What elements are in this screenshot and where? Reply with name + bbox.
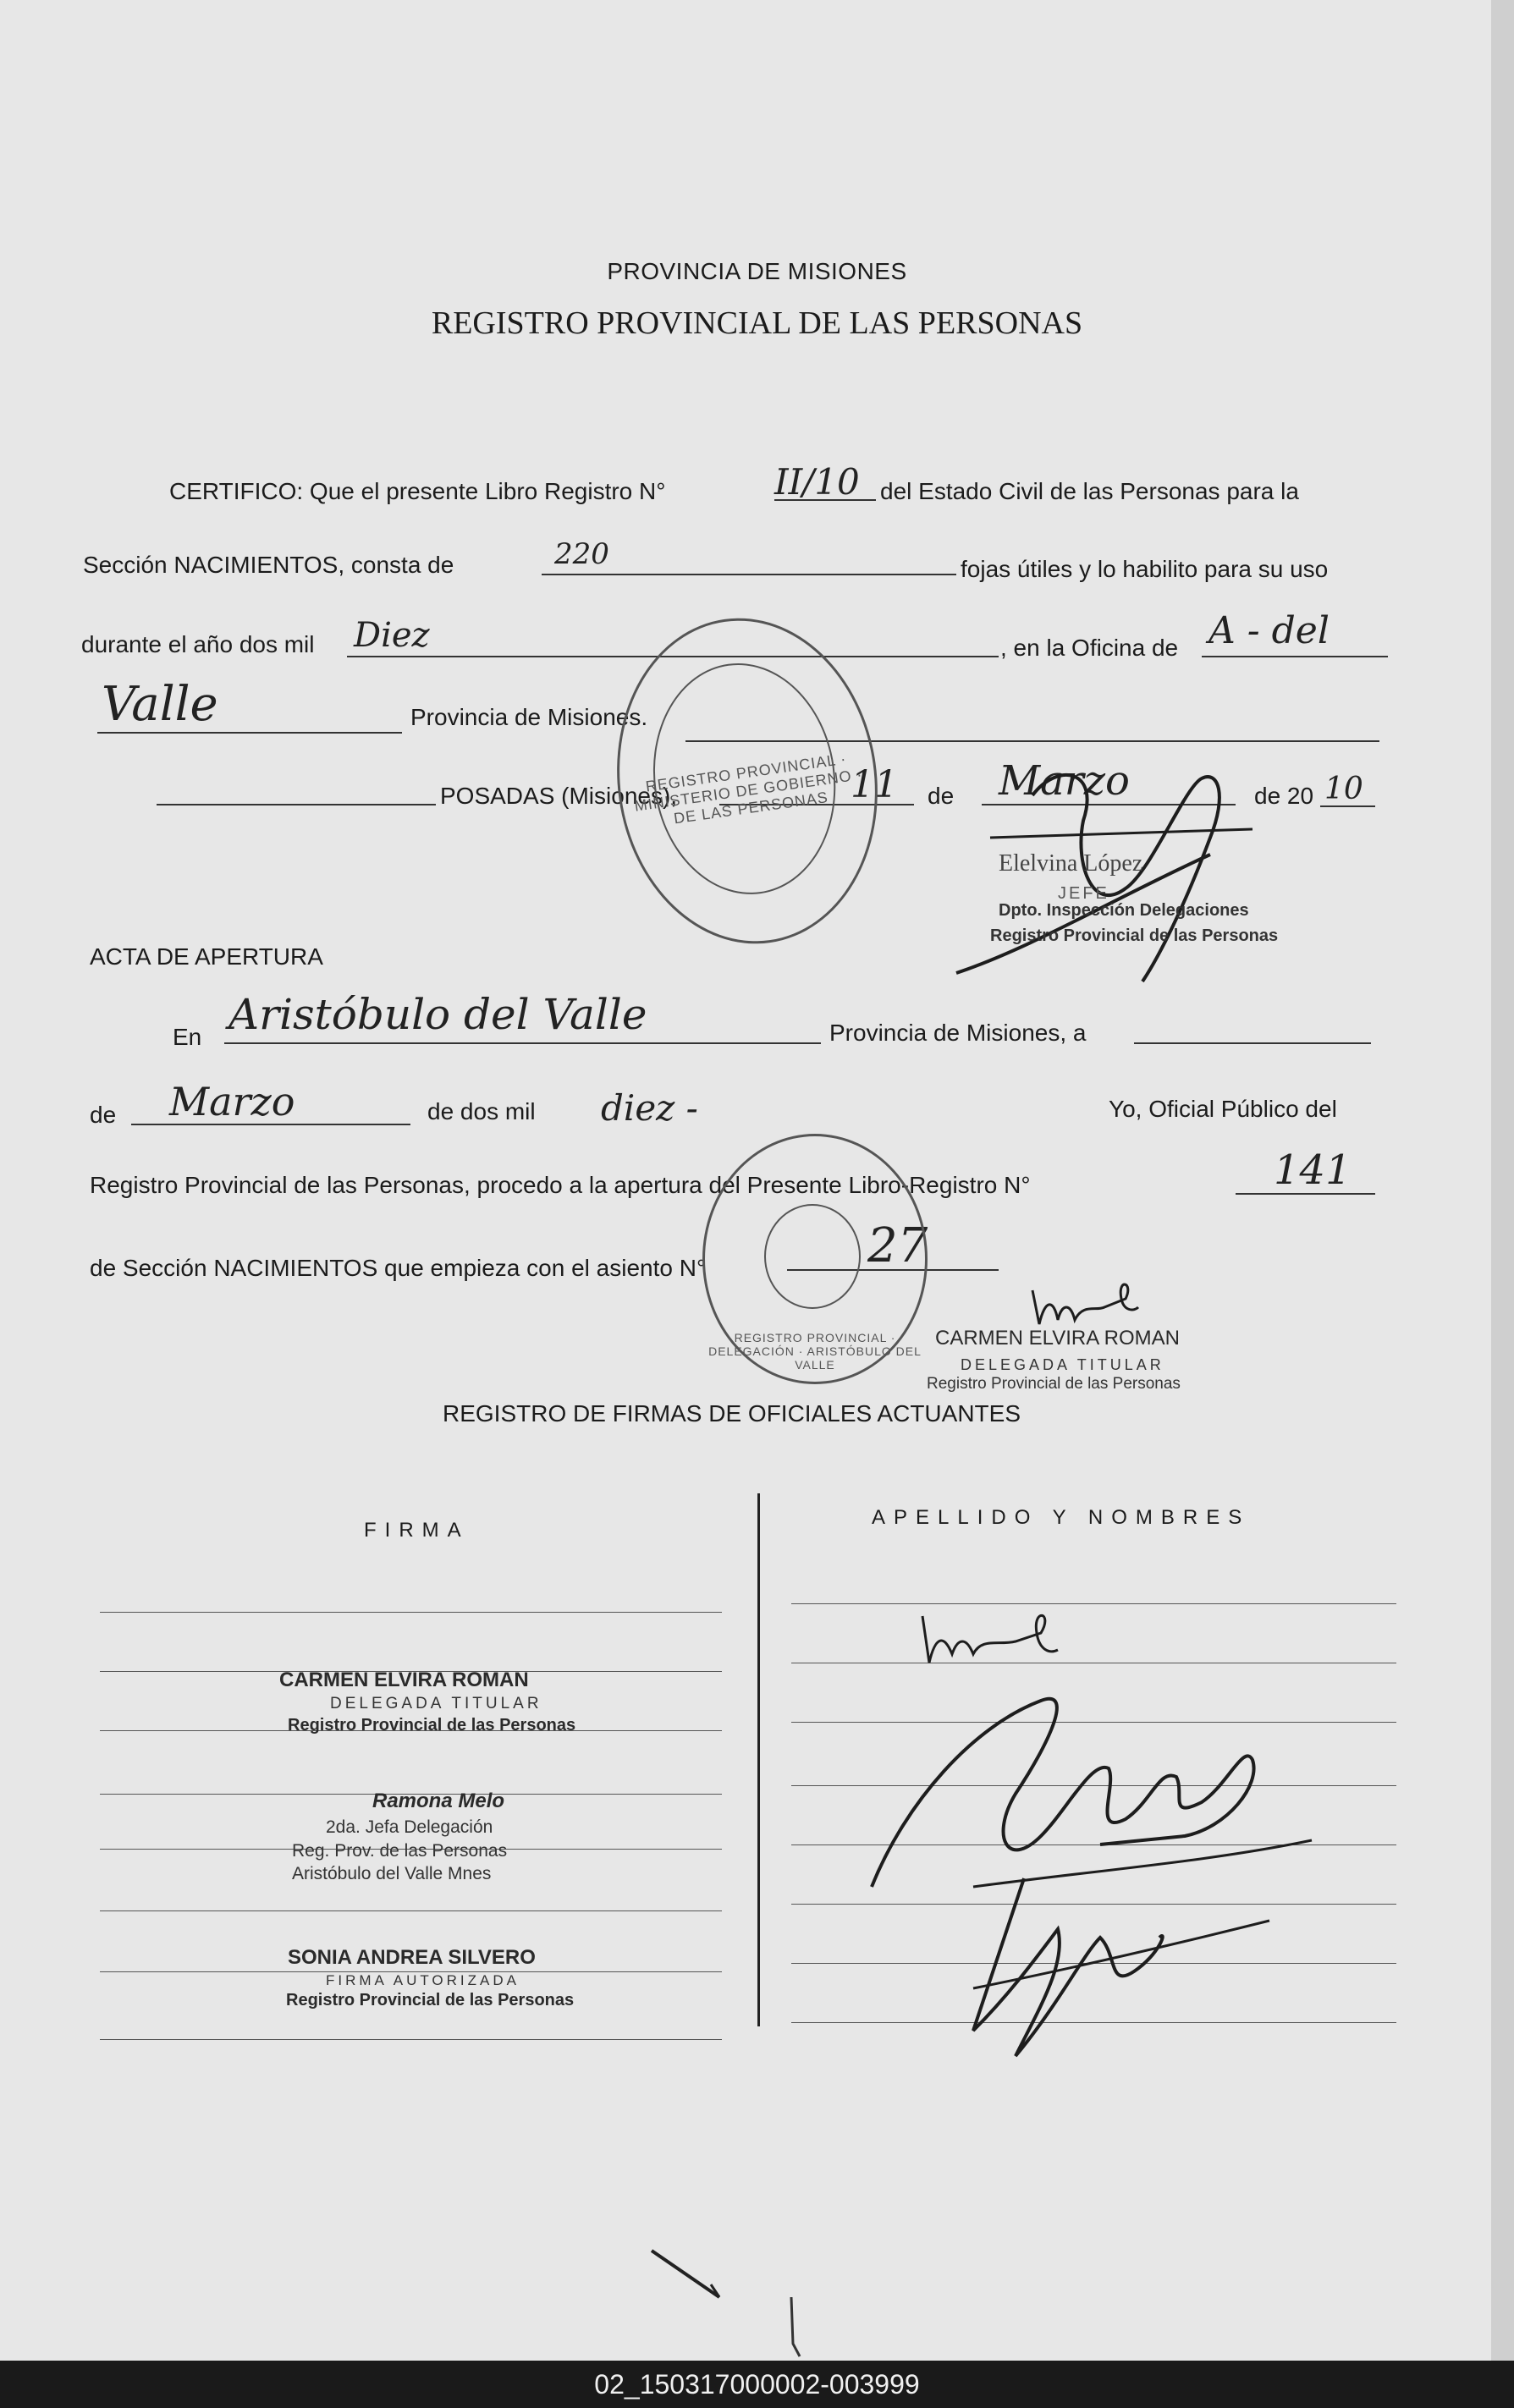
acta-place: Aristóbulo del Valle: [228, 990, 647, 1039]
column-divider: [757, 1493, 760, 2026]
col-apellido-header: APELLIDO Y NOMBRES: [872, 1506, 1251, 1529]
book-number: II/10: [774, 461, 860, 503]
seal3-name: SONIA ANDREA SILVERO: [288, 1946, 536, 1969]
oval-stamp-top-label: REGISTRO PROVINCIAL · MINISTERIO DE GOBIERNO · DE LAS PERSONAS: [633, 750, 864, 827]
page-edge: [1491, 0, 1514, 2361]
cert-line1-b: del Estado Civil de las Personas para la: [880, 478, 1299, 504]
cert-line2-b: fojas útiles y lo habilito para su uso: [961, 556, 1329, 582]
officer-name: CARMEN ELVIRA ROMAN: [935, 1327, 1180, 1350]
province-heading: PROVINCIA DE MISIONES: [607, 258, 907, 284]
seal1-name: CARMEN ELVIRA ROMAN: [279, 1669, 529, 1691]
cert-line2-a: Sección NACIMIENTOS, consta de: [83, 552, 454, 578]
seal2-reg: Reg. Prov. de las Personas: [292, 1841, 508, 1861]
cert-de: de: [928, 783, 955, 809]
acta-de-dos-mil: de dos mil: [427, 1098, 536, 1124]
fojas-count: 220: [554, 537, 609, 571]
officer-reg: Registro Provincial de las Personas: [927, 1375, 1181, 1393]
acta-month: Marzo: [169, 1079, 295, 1124]
cert-year-suffix: 10: [1324, 772, 1363, 806]
cert-day: 11: [851, 763, 898, 806]
officer-title: DELEGADA TITULAR: [961, 1356, 1164, 1373]
acta-prov: Provincia de Misiones, a: [829, 1020, 1087, 1046]
cert-line4-b: Provincia de Misiones.: [410, 704, 648, 730]
seal1-title: DELEGADA TITULAR: [330, 1695, 542, 1713]
stray-pen-mark: [643, 2234, 745, 2335]
acta-en: En: [173, 1024, 202, 1050]
acta-yo: Yo, Oficial Público del: [1109, 1096, 1337, 1122]
office-name-a: A - del: [1208, 609, 1330, 652]
office-name-b: Valle: [102, 677, 218, 732]
acta-line4: de Sección NACIMIENTOS que empieza con el asiento N°: [90, 1255, 707, 1281]
cert-line1-a: CERTIFICO: Que el presente Libro Registro N°: [169, 478, 666, 504]
acta-year-words: diez -: [601, 1087, 698, 1129]
round-stamp-delegation: [702, 1134, 928, 1384]
acta-de: de: [90, 1102, 117, 1128]
cert-month: Marzo: [999, 757, 1130, 805]
cert-line3-a: durante el año dos mil: [81, 631, 315, 657]
year-words: Diez: [354, 616, 430, 655]
officer-signature: [1024, 1273, 1142, 1333]
signature-carmen: [906, 1603, 1066, 1680]
seal2-title: 2da. Jefa Delegación: [326, 1817, 493, 1837]
round-stamp-label: REGISTRO PROVINCIAL · DELEGACIÓN · ARISTÓBULO DEL VALLE: [708, 1331, 922, 1372]
registro-title: REGISTRO DE FIRMAS DE OFICIALES ACTUANTES: [443, 1400, 1021, 1427]
jefe-reg: Registro Provincial de las Personas: [990, 926, 1279, 945]
cert-line5-a: POSADAS (Misiones),: [440, 783, 678, 809]
seal3-reg: Registro Provincial de las Personas: [286, 1991, 575, 2009]
acta-title: ACTA DE APERTURA: [90, 943, 323, 970]
acta-asiento: 27: [867, 1218, 928, 1273]
scan-filename: 02_150317000002-003999: [0, 2361, 1514, 2408]
jefe-dept: Dpto. Inspección Delegaciones: [999, 901, 1249, 920]
signature-sonia: [956, 1861, 1278, 2064]
cert-line3-b: , en la Oficina de: [1000, 635, 1179, 661]
stray-tick-mark: [783, 2293, 808, 2361]
registry-heading: REGISTRO PROVINCIAL DE LAS PERSONAS: [431, 305, 1083, 341]
jefe-title: JEFE: [1058, 884, 1109, 903]
jefe-name: Elelvina López: [999, 850, 1143, 877]
seal2-name: Ramona Melo: [372, 1790, 505, 1812]
col-firma-header: FIRMA: [364, 1519, 470, 1542]
seal2-place: Aristóbulo del Valle Mnes: [292, 1864, 492, 1883]
cert-line5-b: de 20: [1254, 783, 1314, 809]
seal3-title: FIRMA AUTORIZADA: [326, 1972, 520, 1988]
acta-line3: Registro Provincial de las Personas, procedo a la apertura del Presente Libro-Registro N°: [90, 1172, 1031, 1198]
seal1-reg: Registro Provincial de las Personas: [288, 1716, 576, 1735]
acta-book-no: 141: [1274, 1146, 1352, 1194]
